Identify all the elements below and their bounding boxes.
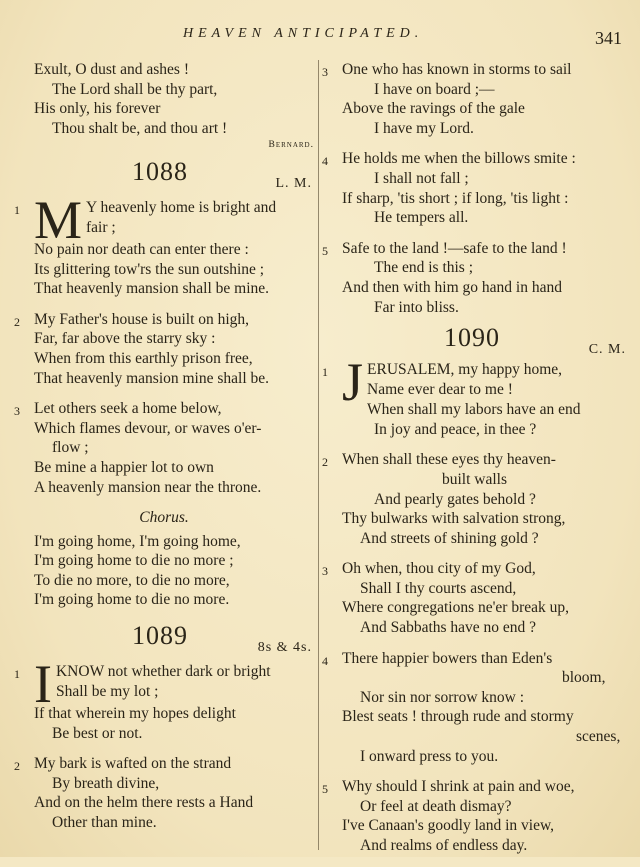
verse-line: And then with him go hand in hand [342,278,562,296]
verse-number: 5 [322,243,328,258]
verse-line: And streets of shining gold ? [360,529,539,547]
right-column [322,60,628,867]
hymn-number: 1089 [132,621,188,651]
column-divider [318,60,319,850]
verse-number: 1 [14,667,20,682]
verse-line: When shall my labors have an end [367,401,581,419]
verse-line: And realms of endless day. [360,837,528,854]
hymn-1089-verse-1 [14,654,314,743]
hymn-1089-verse-3 [322,60,628,138]
verse-line: My bark is wafted on the strand [34,755,232,773]
verse-line: bloom, [562,669,606,687]
verse-line: Oh when, thou city of my God, [342,560,536,578]
hymn-1088-verse-2 [14,310,314,388]
verse-line: No pain nor death can enter there : [34,240,249,258]
verse-line: Why should I shrink at pain and woe, [342,778,575,796]
verse-line: fair ; [86,218,116,236]
verse-line: I have on board ;— [374,80,495,98]
verse-line: Shall be my lot ; [55,682,159,700]
hymn-1090-verse-2 [322,450,628,548]
verse-line: When shall these eyes thy heaven- [342,451,556,469]
verse-line: In joy and peace, in thee ? [374,420,537,438]
hymn-1090-heading [322,323,628,360]
verse-line: His only, his forever [34,100,161,118]
verse-line: I onward press to you. [360,747,499,765]
hymn-1089-verse-5 [322,239,628,317]
drop-cap: M [34,189,83,250]
hymn-1088-verse-3 [14,399,314,497]
verse-line: That heavenly mansion mine shall be. [34,369,270,387]
verse-line: Let others seek a home below, [34,400,222,418]
verse-line: Be mine a happier lot to own [34,458,214,476]
verse-number: 1 [14,202,20,217]
verse-number: 1 [322,365,328,380]
verse-line: Where congregations ne'er break up, [342,599,570,617]
verse-line: flow ; [52,439,89,457]
attribution: Bernard. [268,140,314,151]
verse-line: He holds me when the billows smite : [342,150,576,168]
verse-line: Thou shalt be, and thou art ! [52,119,228,137]
verse-line: Y heavenly home is bright and [86,198,277,216]
hymn-meter: 8s & 4s. [257,640,312,656]
drop-cap: I [34,654,52,715]
verse-line: Exult, O dust and ashes ! [34,61,189,78]
hymn-1088-chorus [14,532,314,610]
hymn-1089-verse-2 [14,754,314,832]
verse-line: I'm going home to die no more ; [34,552,234,570]
hymn-1089-verse-4 [322,149,628,227]
verse-line: Other than mine. [52,814,157,832]
verse-line: Safe to the land !—safe to the land ! [342,239,567,257]
page-number: 341 [595,28,622,48]
verse-line: That heavenly mansion shall be mine. [34,280,270,298]
verse-line: A heavenly mansion near the throne. [34,478,262,496]
verse-line: And Sabbaths have no end ? [360,619,537,637]
verse-line: Or feel at death dismay? [360,797,512,815]
verse-line: One who has known in storms to sail [342,61,572,78]
drop-cap: J [342,352,364,413]
verse-line: Nor sin nor sorrow know : [360,688,525,706]
left-column [14,60,314,844]
verse-line: KNOW not whether dark or bright [55,663,271,681]
verse-line: My Father's house is built on high, [34,310,250,328]
verse-number: 5 [322,782,328,797]
hymn-1090-verse-3 [322,559,628,637]
hymn-meter: L. M. [275,175,312,191]
hymn-1088-verse-1 [14,189,314,299]
hymn-1090-verse-1 [322,352,628,439]
verse-line: To die no more, to die no more, [34,571,230,589]
verse-line: If that wherein my hopes delight [34,705,236,723]
verse-line: Which flames devour, or waves o'er- [34,419,262,437]
verse-line: I'm going home to die no more. [34,591,230,609]
verse-number: 2 [322,455,328,470]
hymn-number: 1090 [444,323,500,353]
running-title: HEAVEN ANTICIPATED. [183,26,424,41]
verse-number: 3 [322,564,328,579]
verse-line: If sharp, 'tis short ; if long, 'tis light : [342,189,569,207]
verse-line: Be best or not. [52,724,143,742]
verse-line: I shall not fall ; [374,169,469,187]
verse-line: ERUSALEM, my happy home, [367,361,563,379]
verse-number: 3 [322,65,328,79]
verse-line: Blest seats ! through rude and stormy [342,708,574,726]
hymn-1090-verse-5 [322,777,628,855]
verse-line: Thy bulwarks with salvation strong, [342,510,566,528]
prev-hymn-stanza [14,60,314,156]
hymn-1090-verse-4 [322,649,628,767]
verse-line: Shall I thy courts ascend, [360,579,517,597]
verse-line: The Lord shall be thy part, [52,80,218,98]
verse-line: I've Canaan's goodly land in view, [342,817,555,835]
hymn-meter: C. M. [588,342,626,358]
verse-line: Far into bliss. [374,298,459,316]
verse-line: Its glittering tow'rs the sun outshine ; [34,260,265,278]
verse-line: There happier bowers than Eden's [342,649,553,667]
verse-line: And pearly gates behold ? [374,490,536,508]
verse-line: Far, far above the starry sky : [34,330,216,348]
verse-number: 4 [322,154,328,169]
verse-line: Above the ravings of the gale [342,100,525,118]
verse-line: I'm going home, I'm going home, [34,532,241,550]
verse-line: The end is this ; [374,259,474,277]
verse-line: I have my Lord. [374,119,474,137]
verse-number: 4 [322,653,328,668]
verse-line: built walls [442,470,508,488]
verse-line: When from this earthly prison free, [34,349,253,367]
verse-line: scenes, [576,728,621,746]
chorus-title: Chorus. [139,509,189,527]
verse-number: 3 [14,404,20,419]
page-header [0,26,640,50]
hymn-number: 1088 [132,156,188,186]
verse-number: 2 [14,759,20,774]
verse-number: 2 [14,314,20,329]
verse-line: And on the helm there rests a Hand [34,794,254,812]
hymn-1089-heading [14,621,314,662]
verse-line: Name ever dear to me ! [367,380,513,398]
verse-line: By breath divine, [52,774,160,792]
verse-line: He tempers all. [374,209,469,227]
